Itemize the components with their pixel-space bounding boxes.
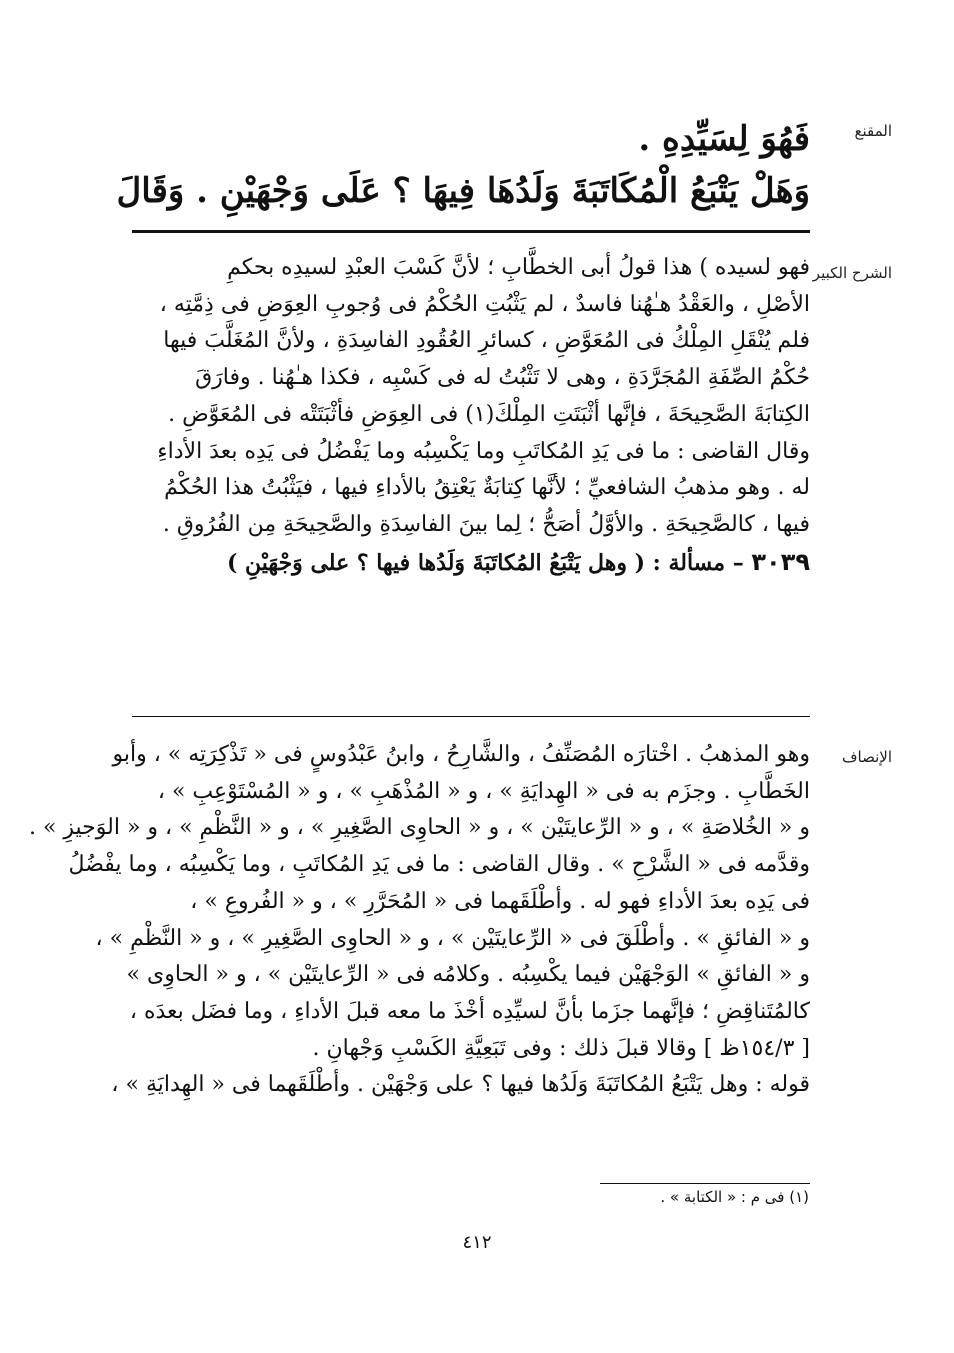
insaf-line: وقدَّمه فى « الشَّرْحِ » . وقال القاضى : ما فى يَدِ المُكاتَبِ ، وما يَكْسِبُه ، وما يفْضُلُ — [68, 852, 810, 878]
insaf-line: و « الفائقِ » الوَجْهَيْن فيما يكْسِبُه . وكلامُه فى « الرِّعايتَيْن » ، و « الحاوِى » — [126, 962, 810, 988]
footnote-divider — [600, 1183, 810, 1184]
insaf-text — [28, 737, 810, 1104]
page-number: ٤١٢ — [462, 1232, 492, 1253]
sharh-line: الكِتابَةَ الصَّحِيحَةَ ، فإنَّها أثْبَتَتِ المِلْكَ(١) فى العِوَضِ فأثْبَتَتْه فى المُعَوَّضِ . — [168, 401, 810, 427]
insaf-line: الخَطَّابِ . وجزَم به فى « الهِدايَةِ » ، و « المُذْهَبِ » ، و « المُسْتَوْعِبِ » ، — [157, 778, 810, 804]
sharh-text — [130, 250, 810, 581]
thin-divider — [132, 716, 810, 717]
muqni-text — [116, 113, 810, 217]
sharh-line: فهو لسيده ) هذا قولُ أبى الخطَّابِ ؛ لأنَّ كَسْبَ العبْدِ لسيدِه بحكمِ — [227, 255, 810, 280]
thick-divider — [132, 230, 810, 233]
insaf-line: وهو المذهبُ . اخْتارَه المُصَنِّفُ ، والشَّارِحُ ، وابنُ عَبْدُوسٍ فى « تَذْكِرَتِه » ، وأبو — [112, 742, 810, 767]
masala-number: ٣٠٣٩ — [751, 547, 810, 576]
masala-heading — [130, 544, 810, 582]
sharh-line: الأصْلِ ، والعَقْدُ هـٰهُنا فاسدٌ ، لم يَثْبُتِ الحُكْمُ فى وُجوبِ العِوَضِ فى ذِمَّتِه ، — [159, 291, 810, 317]
insaf-line: [ ١٥٤/٣ظ ] وقالا قبلَ ذلك : وفى تَبَعِيَّةِ الكَسْبِ وَجْهانِ . — [312, 1035, 810, 1061]
sharh-line: فيها ، كالصَّحِيحَةِ . والأوَّلُ أصَحُّ ؛ لِما بينَ الفاسِدَةِ والصَّحِيحَةِ مِن الفُرُوقِ . — [162, 511, 810, 537]
muqni-line: فَهُوَ لِسَيِّدِهِ . — [638, 119, 810, 159]
sharh-line: له . وهو مذهبُ الشافعيِّ ؛ لأنَّها كِتابَةٌ يَعْتِقُ بالأداءِ فيها ، فيَثْبُتُ هذا الحُكْمُ — [164, 475, 810, 501]
footnote: (١) فى م : « الكتابة » . — [660, 1188, 809, 1206]
insaf-line: فى يَدِه بعدَ الأداءِ فهو له . وأطْلَقَهما فى « المُحَرَّرِ » ، و « الفُروعِ » ، — [190, 888, 810, 914]
label-insaf: الإنصاف — [841, 748, 892, 766]
sharh-line: وقال القاضى : ما فى يَدِ المُكاتَبِ وما يَكْسِبُه وما يَفْضُلُ فى يَدِه بعدَ الأداءِ — [157, 438, 810, 464]
insaf-line: و « الخُلاصَةِ » ، و « الرِّعايتَيْن » ، و « الحاوِى الصَّغِيرِ » ، و « النَّظْمِ » ، و « الوَجيزِ » . — [28, 815, 810, 841]
muqni-line: وَهَلْ يَتْبَعُ الْمُكَاتَبَةَ وَلَدُهَا فِيهَا ؟ عَلَى وَجْهَيْنِ . وَقَالَ — [116, 171, 810, 211]
masala-text: – مسألة : ( وهل يَتْبَعُ المُكاتَبَةَ وَلَدُها فيها ؟ على وَجْهَيْنِ ) — [226, 549, 744, 576]
insaf-line: كالمُتَناقِضِ ؛ فإنَّهما جزَما بأنَّ لسيِّدِه أخْذَ ما معه قبلَ الأداءِ ، وما فضَل بعدَه ، — [129, 998, 810, 1024]
label-muqni: المقنع — [854, 122, 892, 140]
insaf-line: و « الفائقِ » . وأطْلَقَ فى « الرِّعايتَيْن » ، و « الحاوِى الصَّغِيرِ » ، و « النَّظْمِ » ، — [95, 925, 810, 951]
sharh-line: حُكْمُ الصِّفَةِ المُجَرَّدَةِ ، وهى لا تَثْبُتُ له فى كَسْبِه ، فكذا هـٰهُنا . وفارَقَ — [195, 365, 810, 391]
sharh-line: فلم يُنْقَلِ المِلْكُ فى المُعَوَّضِ ، كسائرِ العُقُودِ الفاسِدَةِ ، ولأنَّ المُغَلَّبَ فيها — [163, 328, 810, 354]
label-sharh: الشرح الكبير — [812, 264, 892, 282]
insaf-line: قوله : وهل يَتْبَعُ المُكاتَبَةَ وَلَدُها فيها ؟ على وَجْهَيْن . وأطْلَقَهما فى « الهِدايَةِ » ، — [111, 1072, 810, 1098]
